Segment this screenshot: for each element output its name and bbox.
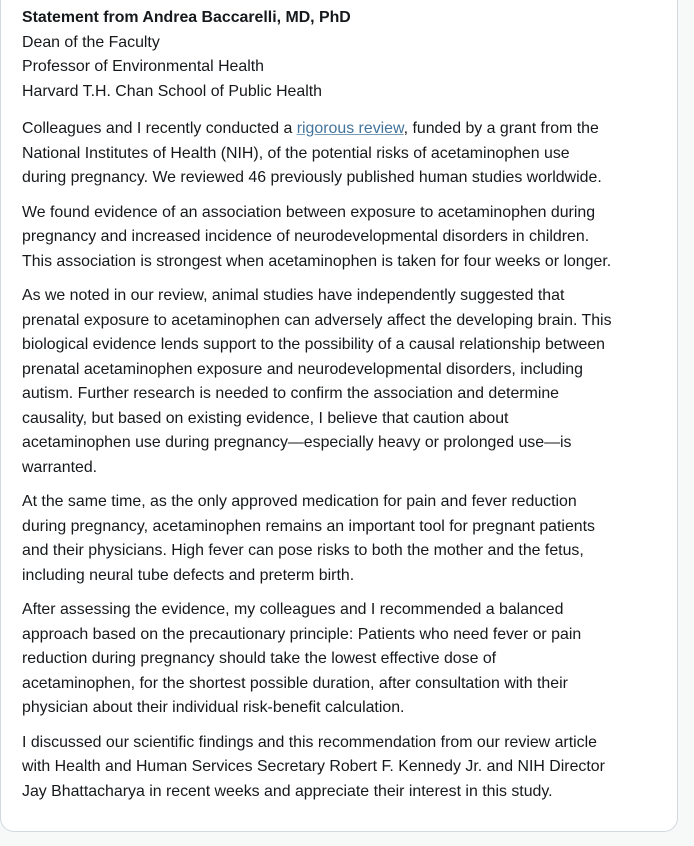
paragraph-review — [22, 117, 663, 191]
paragraph-line: and their physicians. High fever can pose risks to both the mother and the fetus, — [22, 542, 584, 559]
text-run: , funded by a grant from the — [403, 120, 599, 137]
paragraph-line: acetaminophen, for the shortest possible duration, after consultation with their — [22, 674, 568, 692]
paragraph-line: Jay Bhattacharya in recent weeks and appreciate their interest in this study. — [22, 782, 553, 800]
paragraph-line: prenatal exposure to acetaminophen can adversely affect the developing brain. This — [22, 311, 612, 329]
paragraph-line: pregnancy and increased incidence of neurodevelopmental disorders in children. — [22, 228, 590, 245]
paragraph-line: We found evidence of an association between exposure to acetaminophen during — [22, 203, 596, 221]
paragraph-findings — [22, 201, 663, 275]
author-role-dean: Dean of the Faculty — [22, 33, 160, 51]
paragraph-line: At the same time, as the only approved medication for pain and fever reduction — [22, 493, 577, 510]
paragraph-line: biological evidence lends support to the possibility of a causal relationship between — [22, 336, 606, 353]
paragraph-line: reduction during pregnancy should take the lowest effective dose of — [22, 650, 497, 667]
paragraph-line: approach based on the precautionary principle: Patients who need fever or pain — [22, 625, 582, 643]
rigorous-review-link[interactable]: rigorous review — [296, 120, 404, 137]
paragraph-line: with Health and Human Services Secretary Robert F. Kennedy Jr. and NIH Director — [22, 758, 605, 775]
paragraph-line: causality, but based on existing evidence, I believe that caution about — [22, 409, 509, 427]
paragraph-line: physician about their individual risk-benefit calculation. — [22, 699, 405, 716]
paragraph-line: As we noted in our review, animal studies have independently suggested that — [22, 287, 565, 304]
paragraph-line: After assessing the evidence, my colleagues and I recommended a balanced — [22, 601, 564, 618]
paragraph-line: prenatal acetaminophen exposure and neurodevelopmental disorders, including — [22, 360, 583, 378]
paragraph-line: warranted. — [22, 458, 98, 476]
paragraph-line — [22, 117, 663, 142]
paragraph-line: including neural tube defects and preterm birth. — [22, 566, 355, 584]
paragraph-important-tool — [22, 490, 663, 588]
paragraph-line: during pregnancy. We reviewed 46 previously published human studies worldwide. — [22, 169, 602, 186]
paragraph-line: autism. Further research is needed to confirm the association and determine — [22, 385, 560, 402]
paragraph-line: acetaminophen use during pregnancy—especially heavy or prolonged use—is — [22, 434, 572, 451]
paragraph-animal-studies — [22, 284, 663, 480]
paragraph-line: National Institutes of Health (NIH), of the potential risks of acetaminophen use — [22, 144, 570, 162]
author-role-professor: Professor of Environmental Health — [22, 58, 265, 75]
statement-title: Statement from Andrea Baccarelli, MD, PhD — [22, 9, 351, 26]
text-run: Colleagues and I recently conducted a — [22, 120, 297, 137]
paragraph-recommendation — [22, 598, 663, 721]
paragraph-discussion — [22, 731, 663, 805]
paragraph-line: during pregnancy, acetaminophen remains an important tool for pregnant patients — [22, 517, 596, 535]
statement-header — [22, 6, 663, 104]
author-school: Harvard T.H. Chan School of Public Health — [22, 82, 323, 100]
paragraph-line: I discussed our scientific findings and this recommendation from our review article — [22, 733, 597, 751]
paragraph-line: This association is strongest when acetaminophen is taken for four weeks or longer. — [22, 252, 612, 270]
